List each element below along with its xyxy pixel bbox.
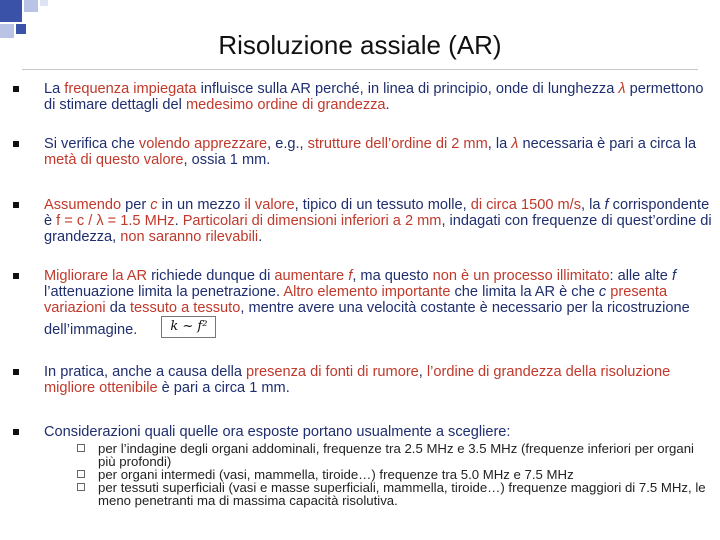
text-segment: perché, in linea di principio, onde di lunghezza bbox=[310, 81, 619, 97]
bullet-frequency-effect bbox=[12, 81, 712, 113]
text-segment: Assumendo bbox=[44, 197, 122, 213]
sub-item-superficial bbox=[74, 481, 712, 507]
bullet-text bbox=[44, 136, 696, 168]
text-segment: per bbox=[121, 197, 151, 213]
text-segment: l’attenuazione limita la penetrazione. bbox=[44, 284, 284, 300]
bullet-text bbox=[44, 268, 690, 338]
text-segment: λ bbox=[511, 136, 519, 152]
bullet-text bbox=[44, 364, 670, 396]
text-segment: : alle alte bbox=[609, 268, 672, 284]
slide-title: Risoluzione assiale (AR) bbox=[218, 30, 502, 60]
text-segment: . bbox=[174, 213, 183, 229]
text-segment: strutture dell’ordine di 2 mm bbox=[307, 136, 488, 152]
text-segment: La bbox=[44, 81, 65, 97]
text-segment: frequenza impiegata bbox=[64, 81, 197, 97]
bullet-considerations bbox=[12, 424, 712, 507]
text-segment: il valore bbox=[244, 197, 295, 213]
text-segment: Particolari di dimensioni inferiori a 2 mm bbox=[182, 213, 442, 229]
text-segment: Migliorare la AR bbox=[44, 268, 148, 284]
text-segment: , indagati con frequenze di quest’ordine di grandezza, bbox=[44, 213, 712, 245]
bullet-text bbox=[44, 81, 703, 113]
checkbox-bullet-icon bbox=[77, 470, 85, 478]
bullet-text bbox=[44, 424, 510, 440]
text-segment: λ bbox=[618, 81, 626, 97]
sub-item-text: per tessuti superficiali (vasi e masse superficiali, mammella, tiroide…) frequenze maggiori di 7.5 MHz, le meno penetranti ma di massima capacità risolutiva. bbox=[98, 480, 706, 508]
text-segment: non saranno rilevabili bbox=[120, 229, 259, 245]
text-segment: medesimo ordine di grandezza bbox=[185, 97, 386, 113]
text-segment: presenza di fonti di rumore bbox=[246, 364, 419, 380]
sub-item-abdominal bbox=[74, 442, 712, 468]
text-segment: aumentare bbox=[274, 268, 345, 284]
text-segment: corrispondente è bbox=[44, 197, 710, 229]
text-segment: c bbox=[598, 284, 607, 300]
bullet-marker bbox=[13, 429, 19, 435]
text-segment: metà di questo valore bbox=[44, 152, 184, 168]
bullet-noise bbox=[12, 364, 712, 396]
bullet-resolution-example bbox=[12, 136, 712, 168]
text-segment: volendo apprezzare bbox=[138, 136, 268, 152]
text-segment: che limita la AR è che bbox=[450, 284, 599, 300]
text-segment: . bbox=[385, 97, 390, 113]
text-segment: tessuto a tessuto bbox=[130, 300, 241, 316]
text-segment: , bbox=[418, 364, 427, 380]
text-segment: presenta variazioni bbox=[44, 284, 668, 316]
text-segment: richiede dunque di bbox=[147, 268, 275, 284]
sub-item-text: per organi intermedi (vasi, mammella, tiroide…) frequenze tra 5.0 MHz e 7.5 MHz bbox=[98, 467, 574, 482]
bullet-improve-ar bbox=[12, 268, 712, 338]
checkbox-bullet-icon bbox=[77, 444, 85, 452]
text-segment: l’ordine di grandezza della risoluzione migliore ottenibile bbox=[44, 364, 671, 396]
text-segment: da bbox=[105, 300, 130, 316]
text-segment: in un mezzo bbox=[157, 197, 245, 213]
bullet-text bbox=[44, 197, 712, 245]
title-divider bbox=[22, 69, 698, 70]
text-segment: Considerazioni quali quelle ora esposte portano usualmente a scegliere: bbox=[44, 424, 511, 440]
text-segment: non è un processo illimitato bbox=[432, 268, 610, 284]
text-segment: Si verifica che bbox=[44, 136, 139, 152]
text-segment: . bbox=[258, 229, 263, 245]
text-segment: , e.g., bbox=[267, 136, 308, 152]
text-segment: è pari a circa 1 mm. bbox=[157, 380, 290, 396]
text-segment: , la bbox=[581, 197, 605, 213]
text-segment: c bbox=[150, 197, 158, 213]
text-segment: influisce sulla AR bbox=[196, 81, 311, 97]
sub-item-text: per l’indagine degli organi addominali, frequenze tra 2.5 MHz e 3.5 MHz (frequenze inferiori per organi più profondi) bbox=[98, 441, 694, 469]
text-segment: , tipico di un tessuto molle, bbox=[294, 197, 471, 213]
text-segment: f bbox=[348, 268, 353, 284]
bullet-marker bbox=[13, 141, 19, 147]
bullet-marker bbox=[13, 369, 19, 375]
text-segment: , la bbox=[487, 136, 512, 152]
text-segment: In pratica, anche a causa della bbox=[44, 364, 247, 380]
text-segment: , ossia 1 mm. bbox=[183, 152, 271, 168]
bullet-marker bbox=[13, 273, 19, 279]
text-segment: f bbox=[671, 268, 676, 284]
bullet-soft-tissue bbox=[12, 197, 712, 245]
bullet-marker bbox=[13, 202, 19, 208]
bullet-marker bbox=[13, 86, 19, 92]
text-segment: , mentre avere una velocità costante è necessario per la ricostruzione dell’immagine. bbox=[44, 300, 690, 338]
text-segment: f bbox=[604, 197, 609, 213]
text-segment: di circa 1500 m/s bbox=[470, 197, 582, 213]
checkbox-bullet-icon bbox=[77, 483, 85, 491]
text-segment: permettono di stimare dettagli del bbox=[44, 81, 704, 113]
text-segment: , ma questo bbox=[352, 268, 433, 284]
frequency-choice-list bbox=[44, 442, 712, 507]
attenuation-formula: k ~ f² bbox=[161, 316, 216, 338]
text-segment: necessaria è pari a circa la bbox=[518, 136, 697, 152]
text-segment: Altro elemento importante bbox=[283, 284, 451, 300]
text-segment: f = c / λ = 1.5 MHz bbox=[56, 213, 175, 229]
